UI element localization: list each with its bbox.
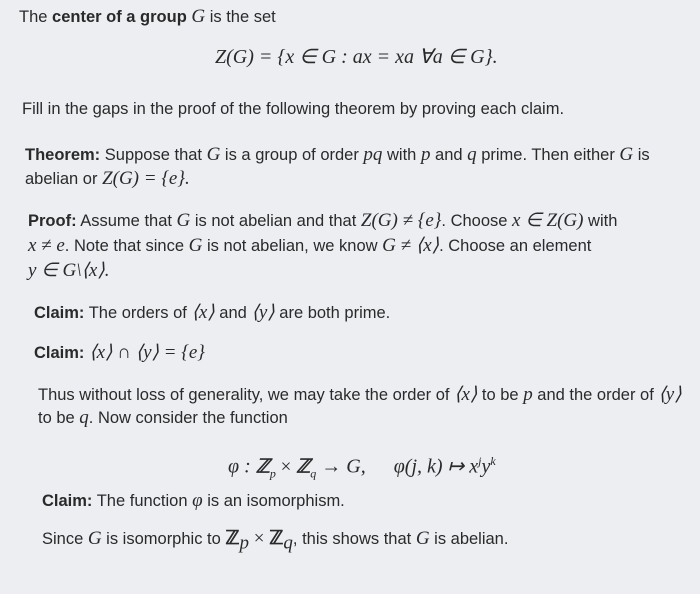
claim-label: Claim:	[42, 492, 93, 510]
theorem-line-1: Theorem: Suppose that G is a group of order pq with p and q prime. Then either G is	[25, 144, 650, 165]
wlog-line-2: to be q. Now consider the function	[38, 407, 288, 428]
claim-label: Claim:	[34, 304, 85, 322]
proof-label: Proof:	[28, 212, 77, 230]
proof-line-3: y ∈ G\⟨x⟩.	[28, 260, 110, 281]
claim-label: Claim:	[34, 344, 85, 362]
theorem-line-2: abelian or Z(G) = {e}.	[25, 168, 190, 189]
instructions: Fill in the gaps in the proof of the following theorem by proving each claim.	[22, 100, 565, 118]
wlog-line-1: Thus without loss of generality, we may take the order of ⟨x⟩ to be p and the order of ⟨y⟩	[38, 384, 682, 405]
proof-line-2: x ≠ e. Note that since G is not abelian, we know G ≠ ⟨x⟩. Choose an element	[28, 235, 592, 256]
intro-line: The center of a group G is the set	[19, 6, 276, 27]
function-definition: φ : ℤ$_p$ × ℤ$_q$ → G, φ(j, k) ↦ $x^jy^k$	[228, 454, 496, 481]
claim-orders-prime: Claim: The orders of ⟨x⟩ and ⟨y⟩ are both prime.	[34, 302, 391, 323]
claim-isomorphism: Claim: The function φ is an isomorphism.	[42, 490, 345, 511]
center-set-definition: Z(G) = {x ∈ G : ax = xa ∀a ∈ G}.	[215, 46, 498, 68]
conclusion: Since G is isomorphic to ℤ$_p$ × ℤ$_q$, this shows that G is abelian.	[42, 528, 509, 554]
theorem-label: Theorem:	[25, 146, 101, 164]
term-center-of-group: center of a group	[52, 8, 187, 26]
proof-line-1: Proof: Assume that G is not abelian and that Z(G) ≠ {e}. Choose x ∈ Z(G) with	[28, 210, 618, 231]
claim-intersection-trivial: Claim: ⟨x⟩ ∩ ⟨y⟩ = {e}	[34, 342, 205, 363]
